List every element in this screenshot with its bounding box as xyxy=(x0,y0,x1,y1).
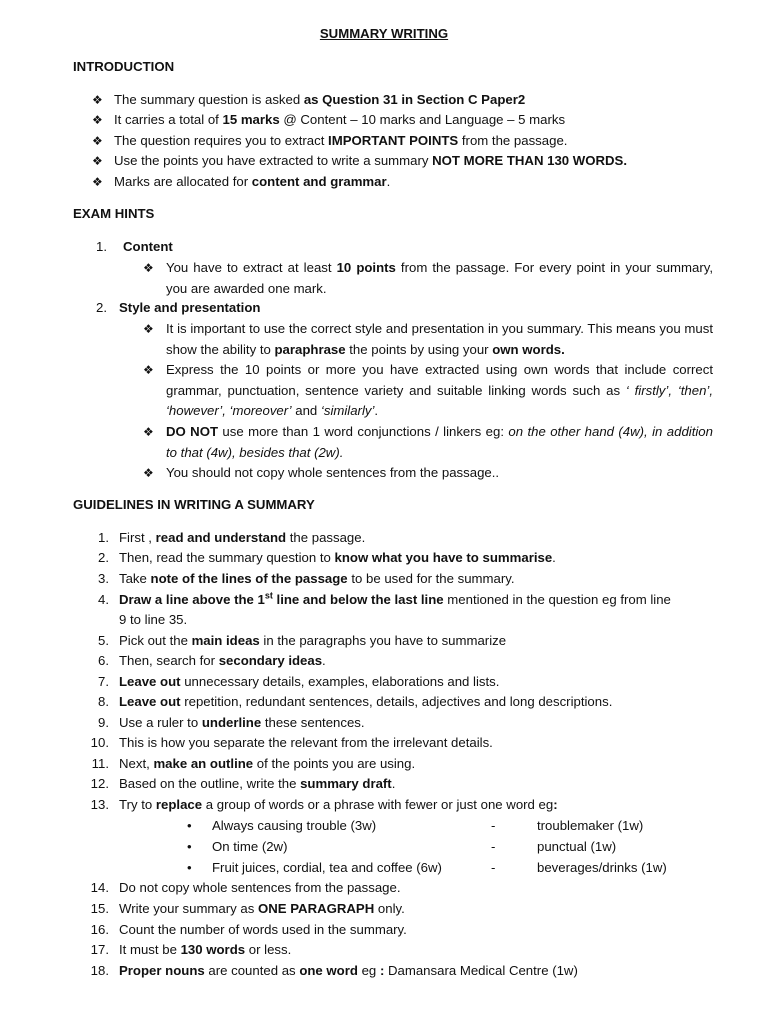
diamond-bullet-icon: ❖ xyxy=(92,134,103,148)
document-page: SUMMARY WRITING INTRODUCTION ❖ The summary question is asked as Question 31 in Section C Paper2 ❖ It carries a total of 15 marks @ Content – 10 marks and Language – 5 marks ❖ The question requires you to extract IMPORTANT POINTS from the passage. ❖ Use the points you have extracted to write a summary NOT MORE THAN 130 WORDS. ❖ Marks are allocated for content and grammar. EXAM HINTS 1. Content ❖ You have to extract at least 10 points from the passage. For every point in your summary, you are awarded one mark. 2. Style and presentation ❖ It is important to use the correct style and presentation in you summary. This means you must show the ability to paraphrase the points by using your own words. ❖ Express the 10 points or more you have extracted using own words that include correct grammar, punctuation, sentence variety and suitable linking words such as ‘ firstly’, ‘then’, ‘however’, ‘moreover’ and ‘similarly’. ❖ DO NOT use more than 1 word conjunctions / linkers eg: on the other hand (4w), in addition to that (4w), besides that (2w). ❖ You should not copy whole sentences from the passage.. GUIDELINES IN WRITING A SUMMARY 1. First , read and understand the passage. 2. Then, read the summary question to know what you have to summarise. 3. Take note of the lines of the passage to be used for the summary. 4. Draw a line above the 1st line and below the last line mentioned in the question eg from line 9 to line 35. 5. Pick out the main ideas in the paragraphs you have to summarize 6. Then, search for secondary ideas. 7. Leave out unnecessary details, examples, elaborations and lists. 8. Leave out repetition, redundant sentences, details, adjectives and long descriptions. 9. Use a ruler to underline these sentences. 10. This is how you separate the relevant from the irrelevant details. 11. Next, make an outline of the points you are using. 12. Based on the outline, write the summary draft. 13. Try to replace a group of words or a phrase with fewer or just one word eg: • Always causing trouble (3w) - troublemaker (1w) • On time (2w) - punctual (1w) • Fruit juices, cordial, tea and coffee (6w) - beverages/drinks (1w) 14. Do not copy whole sentences from the passage. 15. Write your summary as ONE PARAGRAPH only. 16. Count the number of words used in the summary. 17. It must be 130 words or less. 18. Proper nouns are counted as one word eg : Damansara Medical Centre (1w) xyxy=(0,0,768,1024)
example-dash: - xyxy=(491,860,496,875)
diamond-bullet-icon: ❖ xyxy=(143,261,154,275)
document-title: SUMMARY WRITING xyxy=(319,26,449,41)
exam-hint-label: Style and presentation xyxy=(119,300,261,315)
list-item: It is important to use the correct style and presentation in you summary. This means you must show the ability to paraphrase the points by using your own words. xyxy=(166,321,713,357)
example-word: beverages/drinks (1w) xyxy=(537,860,667,875)
introduction-heading: INTRODUCTION xyxy=(73,59,175,74)
exam-hints-heading: EXAM HINTS xyxy=(73,206,155,221)
diamond-bullet-icon: ❖ xyxy=(92,93,103,107)
diamond-bullet-icon: ❖ xyxy=(92,175,103,189)
example-phrase: Always causing trouble (3w) xyxy=(212,818,377,833)
list-item: DO NOT use more than 1 word conjunctions / linkers eg: on the other hand (4w), in addition to that (4w), besides that (2w). xyxy=(166,424,713,460)
list-number: 1. xyxy=(96,239,107,254)
example-word: punctual (1w) xyxy=(537,839,617,854)
example-dash: - xyxy=(491,839,496,854)
bullet-icon: • xyxy=(187,860,192,875)
example-word: troublemaker (1w) xyxy=(537,818,644,833)
guidelines-heading: GUIDELINES IN WRITING A SUMMARY xyxy=(73,497,315,512)
exam-hint-label: Content xyxy=(123,239,173,254)
list-item: You should not copy whole sentences from the passage.. xyxy=(166,465,500,480)
example-dash: - xyxy=(491,818,496,833)
example-phrase: Fruit juices, cordial, tea and coffee (6w) xyxy=(212,860,442,875)
list-item: Express the 10 points or more you have extracted using own words that include correct grammar, punctuation, sentence variety and suitable linking words such as ‘ firstly’, ‘then’, ‘however’, ‘moreover’ and ‘similarly’. xyxy=(166,362,714,419)
example-phrase: On time (2w) xyxy=(212,839,288,854)
diamond-bullet-icon: ❖ xyxy=(143,425,154,439)
diamond-bullet-icon: ❖ xyxy=(143,466,154,480)
diamond-bullet-icon: ❖ xyxy=(143,322,154,336)
diamond-bullet-icon: ❖ xyxy=(143,363,154,377)
diamond-bullet-icon: ❖ xyxy=(92,154,103,168)
bullet-icon: • xyxy=(187,839,192,854)
diamond-bullet-icon: ❖ xyxy=(92,113,103,127)
list-item: You have to extract at least 10 points from the passage. For every point in your summary, you are awarded one mark. xyxy=(166,260,714,296)
list-number: 2. xyxy=(96,300,107,315)
bullet-icon: • xyxy=(187,818,192,833)
